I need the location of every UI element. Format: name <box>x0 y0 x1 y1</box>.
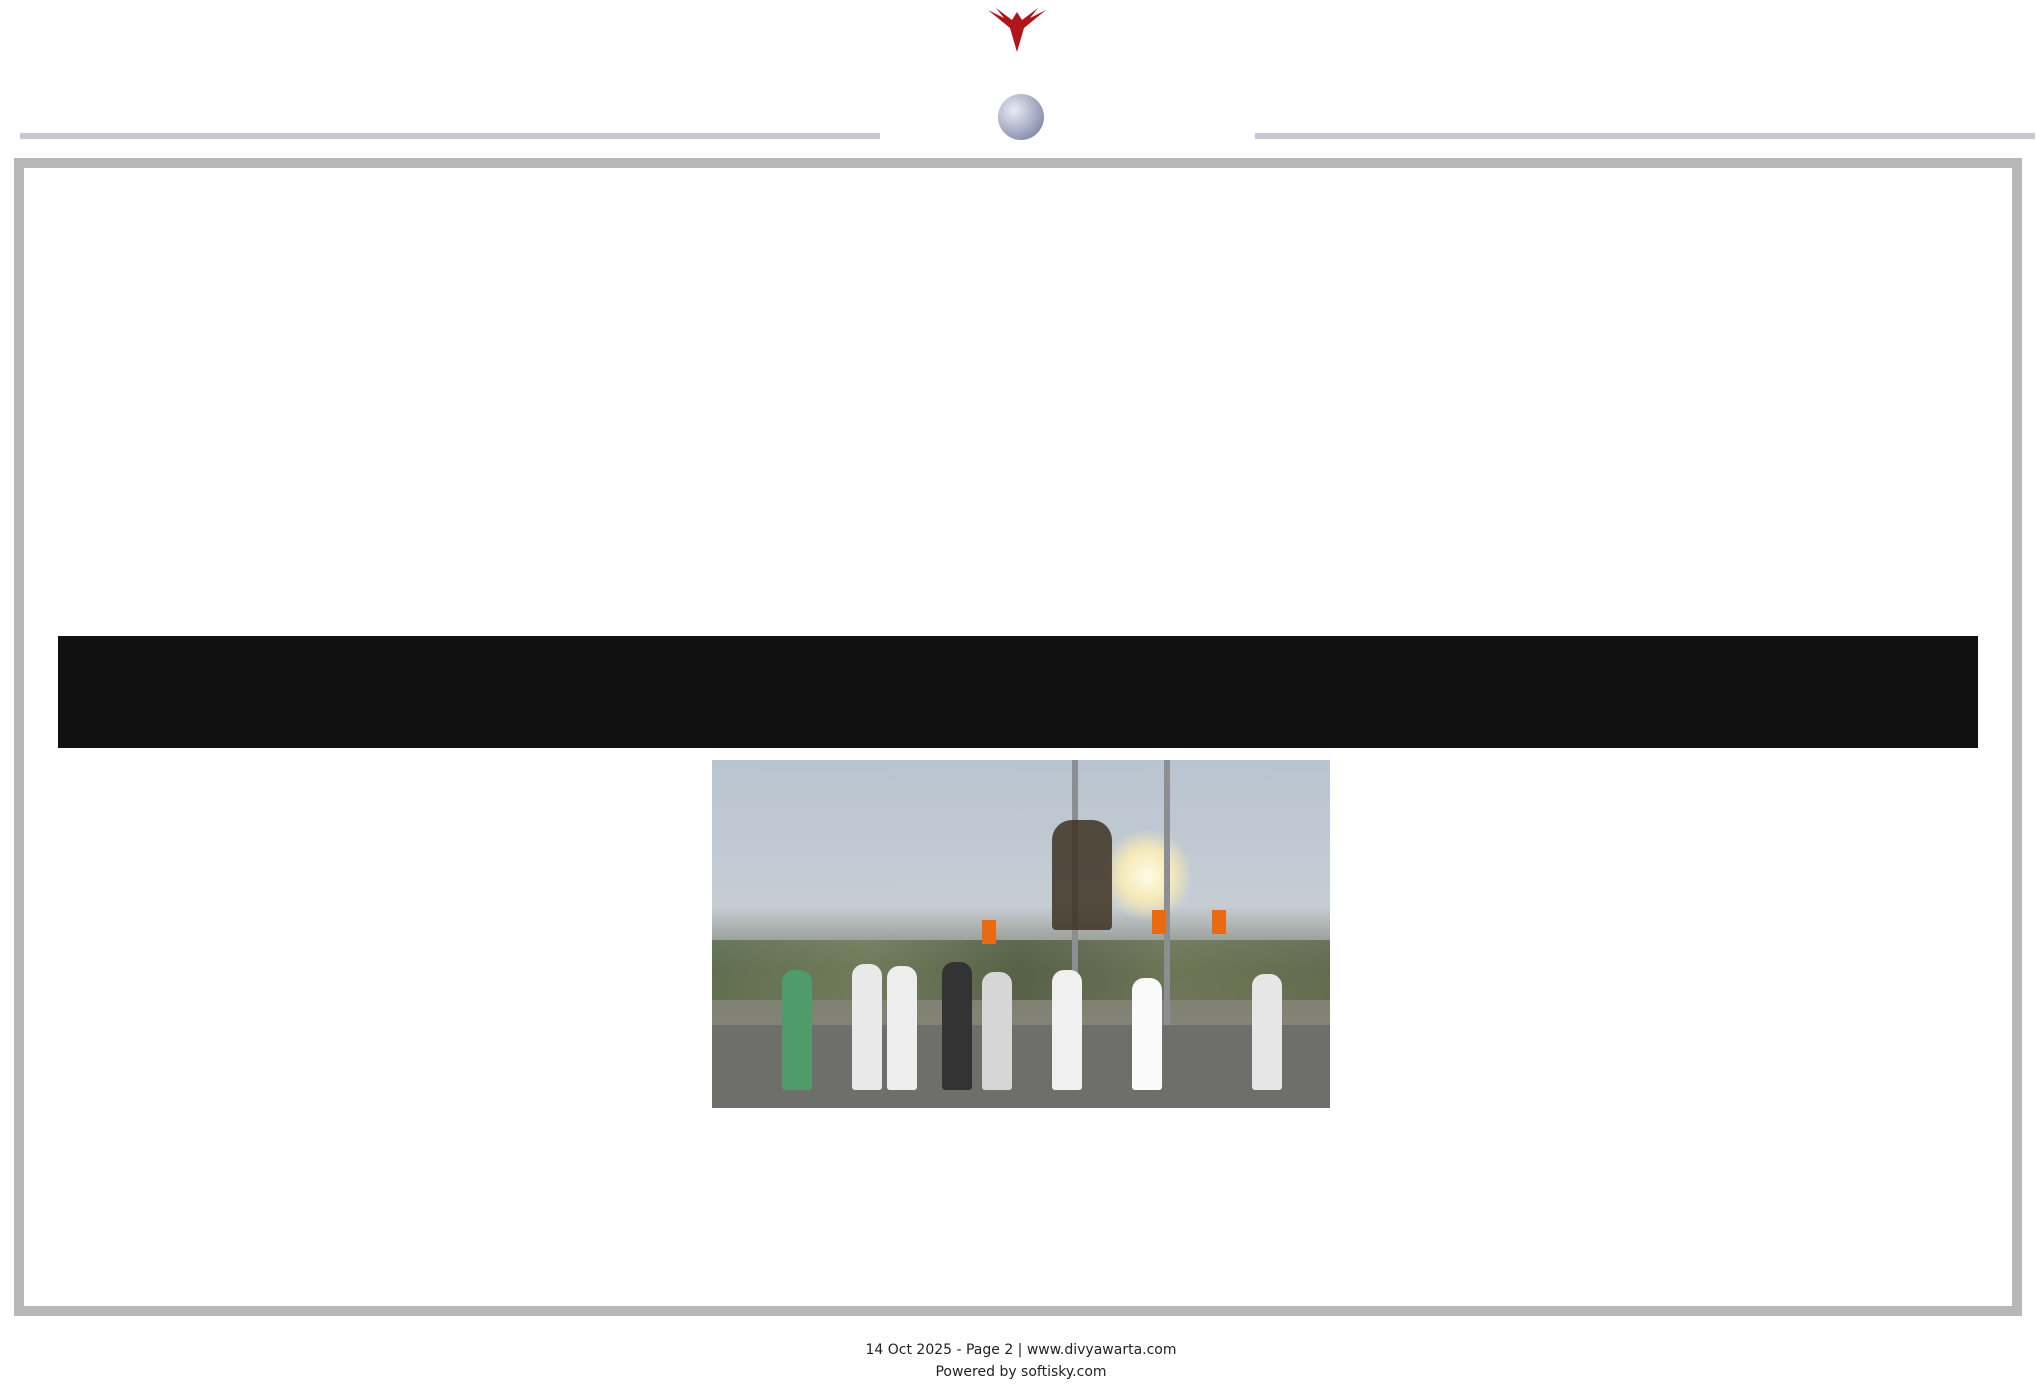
footer-powered-by[interactable]: Powered by softisky.com <box>935 1364 1107 1380</box>
photo-person <box>852 964 882 1090</box>
photo-flag <box>1152 910 1166 934</box>
photo-statue <box>1052 820 1112 930</box>
footer-date-url[interactable]: 14 Oct 2025 - Page 2 | www.divyawarta.com <box>865 1342 1177 1358</box>
photo-person <box>982 972 1012 1090</box>
masthead <box>0 0 2042 150</box>
photo-person <box>1132 978 1162 1090</box>
news-photo <box>712 760 1330 1108</box>
article-column-1 <box>60 752 358 1292</box>
divya-warta-logo[interactable] <box>830 6 1230 146</box>
photo-flag <box>1212 910 1226 934</box>
article-column-4 <box>1362 752 1660 1292</box>
sub-headline-strap <box>58 636 1978 748</box>
photo-caption-column-b <box>1040 1120 1340 1295</box>
masthead-rule-right <box>1255 133 2035 139</box>
article-column-2 <box>380 752 678 1292</box>
photo-person <box>782 970 812 1090</box>
eagle-icon <box>982 8 1052 56</box>
photo-sun <box>1102 830 1192 920</box>
photo-flag <box>982 920 996 944</box>
photo-person <box>1052 970 1082 1090</box>
photo-person <box>942 962 972 1090</box>
masthead-rule-left <box>20 133 880 139</box>
article-column-5 <box>1690 752 1988 1292</box>
photo-person <box>887 966 917 1090</box>
photo-person <box>1252 974 1282 1090</box>
globe-icon <box>998 94 1044 140</box>
photo-caption-column-a <box>712 1120 1012 1295</box>
